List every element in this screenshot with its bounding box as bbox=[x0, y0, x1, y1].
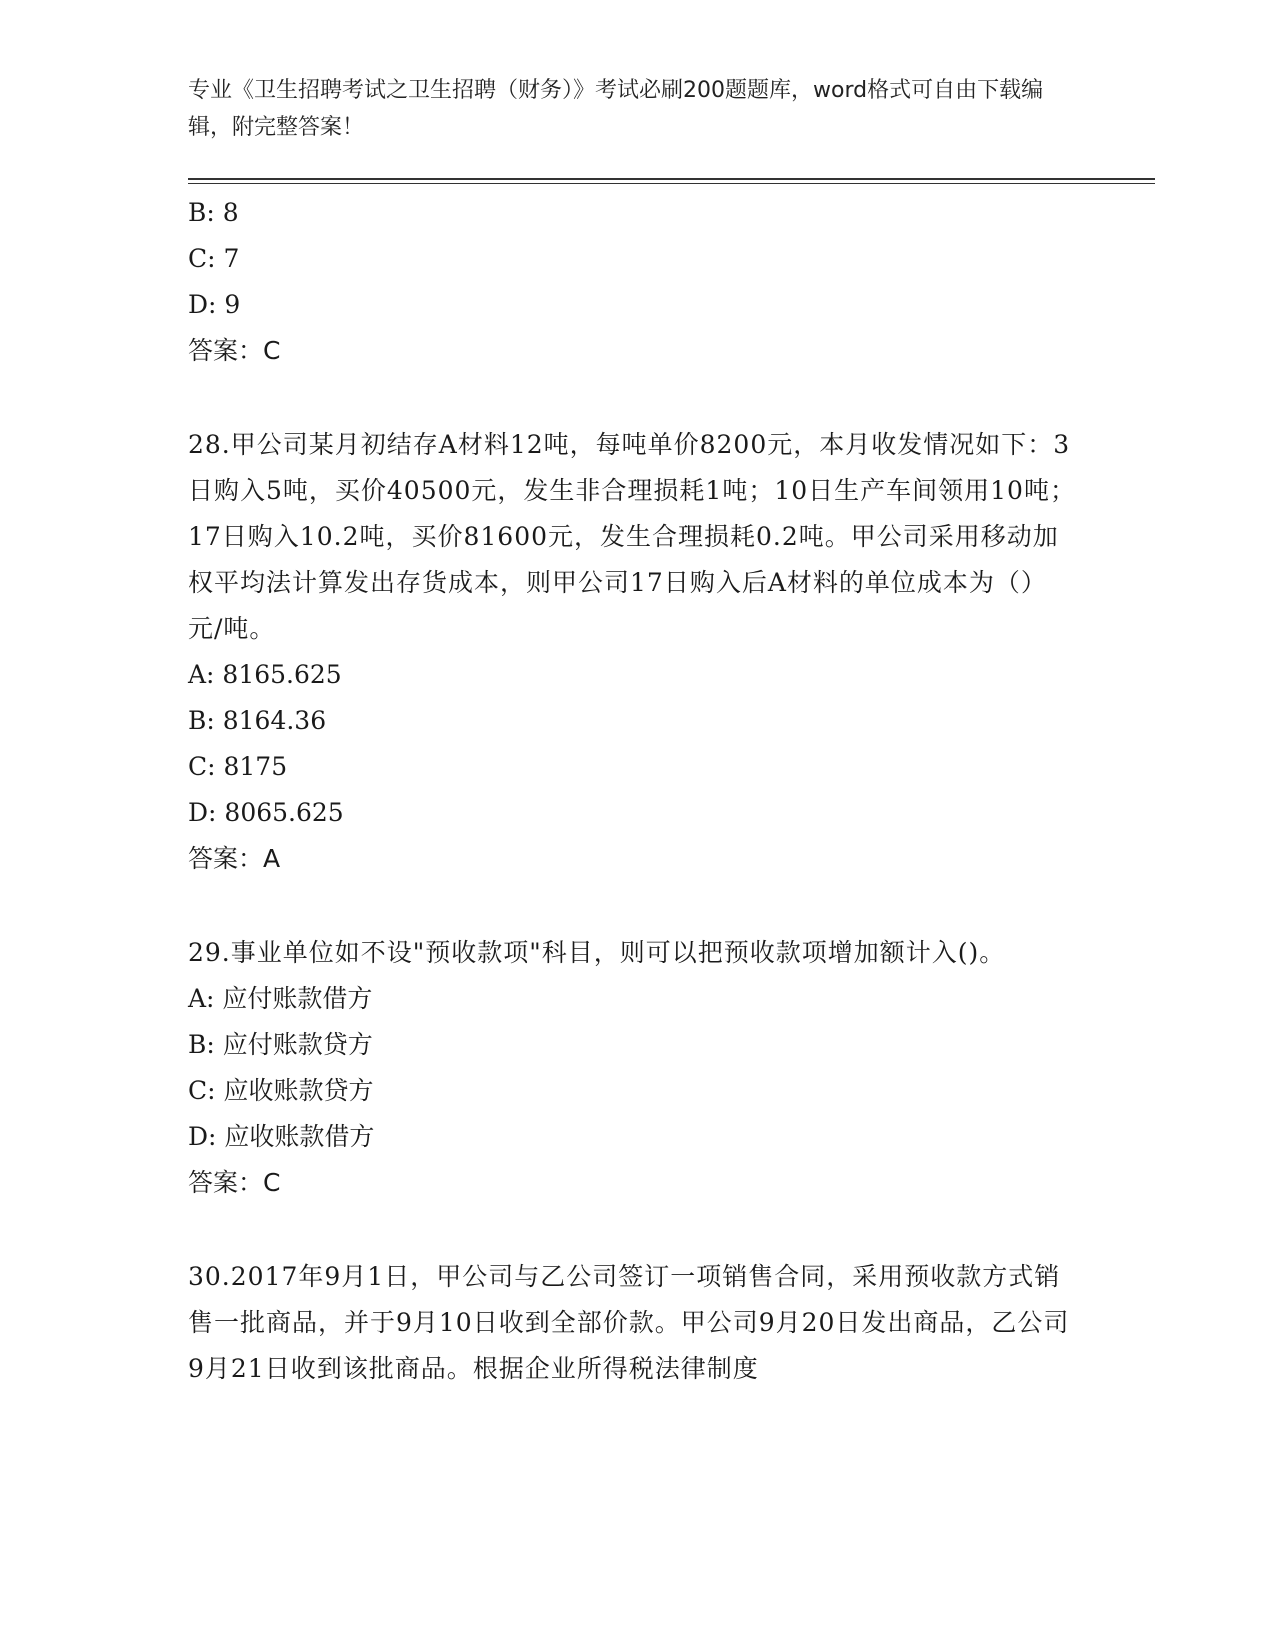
spacer bbox=[188, 1206, 1088, 1254]
spacer bbox=[188, 374, 1088, 422]
option-b: B: 应付账款贷方 bbox=[188, 1030, 373, 1059]
option-b: B: 8164.36 bbox=[188, 706, 327, 735]
question-29 bbox=[188, 930, 1088, 1206]
answer: 答案：C bbox=[188, 1168, 281, 1197]
question-30 bbox=[188, 1254, 1088, 1392]
header-rule-top bbox=[188, 178, 1155, 180]
option-d: D: 9 bbox=[188, 290, 241, 319]
option-d: D: 应收账款借方 bbox=[188, 1122, 375, 1151]
option-a: A: 应付账款借方 bbox=[188, 984, 373, 1013]
header-rule-bottom bbox=[188, 183, 1155, 184]
document-header: 专业《卫生招聘考试之卫生招聘（财务）》考试必刷200题题库，word格式可自由下载编辑，附完整答案！ bbox=[188, 78, 1044, 140]
answer: 答案：A bbox=[188, 844, 281, 873]
spacer bbox=[188, 882, 1088, 930]
option-c: C: 7 bbox=[188, 244, 240, 273]
option-b: B: 8 bbox=[188, 198, 239, 227]
option-a: A: 8165.625 bbox=[188, 660, 342, 689]
option-c: C: 应收账款贷方 bbox=[188, 1076, 374, 1105]
option-c: C: 8175 bbox=[188, 752, 288, 781]
document-body bbox=[188, 190, 1088, 1392]
question-27-continuation bbox=[188, 190, 1088, 374]
answer: 答案：C bbox=[188, 336, 281, 365]
option-d: D: 8065.625 bbox=[188, 798, 344, 827]
question-stem: 29.事业单位如不设"预收款项"科目，则可以把预收款项增加额计入()。 bbox=[188, 938, 1006, 967]
question-28 bbox=[188, 422, 1088, 882]
question-stem: 28.甲公司某月初结存A材料12吨，每吨单价8200元，本月收发情况如下：3日购入5吨，买价40500元，发生非合理损耗1吨；10日生产车间领用10吨；17日购入10.2吨，买价81600元，发生合理损耗0.2吨。甲公司采用移动加权平均法计算发出存货成本，则甲公司17日购入后A材料的单位成本为（）元/吨。 bbox=[188, 430, 1076, 643]
question-stem: 30.2017年9月1日，甲公司与乙公司签订一项销售合同，采用预收款方式销售一批商品，并于9月10日收到全部价款。甲公司9月20日发出商品，乙公司9月21日收到该批商品。根据企业所得税法律制度 bbox=[188, 1262, 1070, 1383]
